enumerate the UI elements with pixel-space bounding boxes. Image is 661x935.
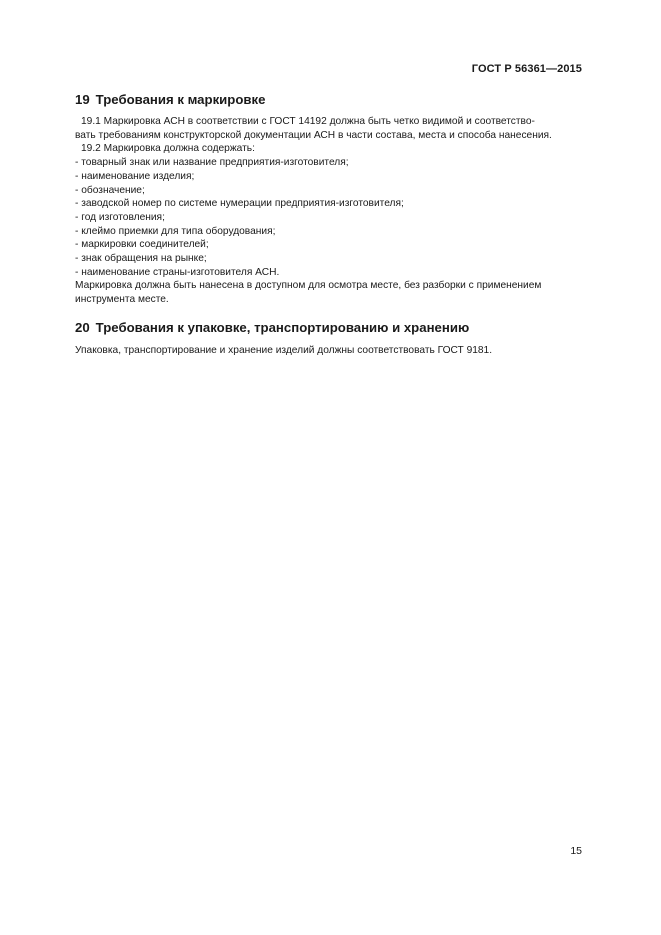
- list-item: - товарный знак или название предприятия-изготовителя;: [75, 157, 349, 169]
- paragraph-marking-location-line-2: инструмента месте.: [75, 294, 169, 306]
- document-code: ГОСТ Р 56361—2015: [471, 63, 582, 75]
- list-item: - клеймо приемки для типа оборудования;: [75, 225, 276, 237]
- section-20-title: Требования к упаковке, транспортированию и хранению: [95, 320, 470, 335]
- paragraph-marking-location-line-1: Маркировка должна быть нанесена в доступном для осмотра месте, без разборки с применением: [75, 280, 542, 292]
- list-item: - знак обращения на рынке;: [75, 253, 207, 265]
- list-item: - год изготовления;: [75, 211, 165, 223]
- paragraph-19-1-line-1: 19.1 Маркировка АСН в соответствии с ГОСТ 14192 должна быть четко видимой и соответство-: [81, 116, 535, 127]
- list-item: - наименование изделия;: [75, 170, 195, 182]
- section-19-title: Требования к маркировке: [95, 92, 266, 107]
- paragraph-19-1-line-2: вать требованиям конструкторской документации АСН в части состава, места и способа нанесения.: [75, 129, 552, 141]
- paragraph-19-2-intro: 19.2 Маркировка должна содержать:: [81, 143, 255, 155]
- section-20-body: [75, 344, 584, 358]
- section-20-heading: [75, 320, 469, 335]
- section-19-heading: [75, 92, 265, 107]
- list-item: - заводской номер по системе нумерации предприятия-изготовителя;: [75, 198, 404, 210]
- paragraph-20-text: Упаковка, транспортирование и хранение изделий должны соответствовать ГОСТ 9181.: [75, 345, 493, 356]
- list-item: - маркировки соединителей;: [75, 239, 209, 251]
- section-19-body: [75, 115, 584, 307]
- list-item: - наименование страны-изготовителя АСН.: [75, 266, 280, 278]
- page-number: 15: [570, 845, 582, 857]
- section-19-number: 19: [75, 92, 90, 107]
- list-item: - обозначение;: [75, 184, 145, 196]
- section-20-number: 20: [75, 320, 90, 335]
